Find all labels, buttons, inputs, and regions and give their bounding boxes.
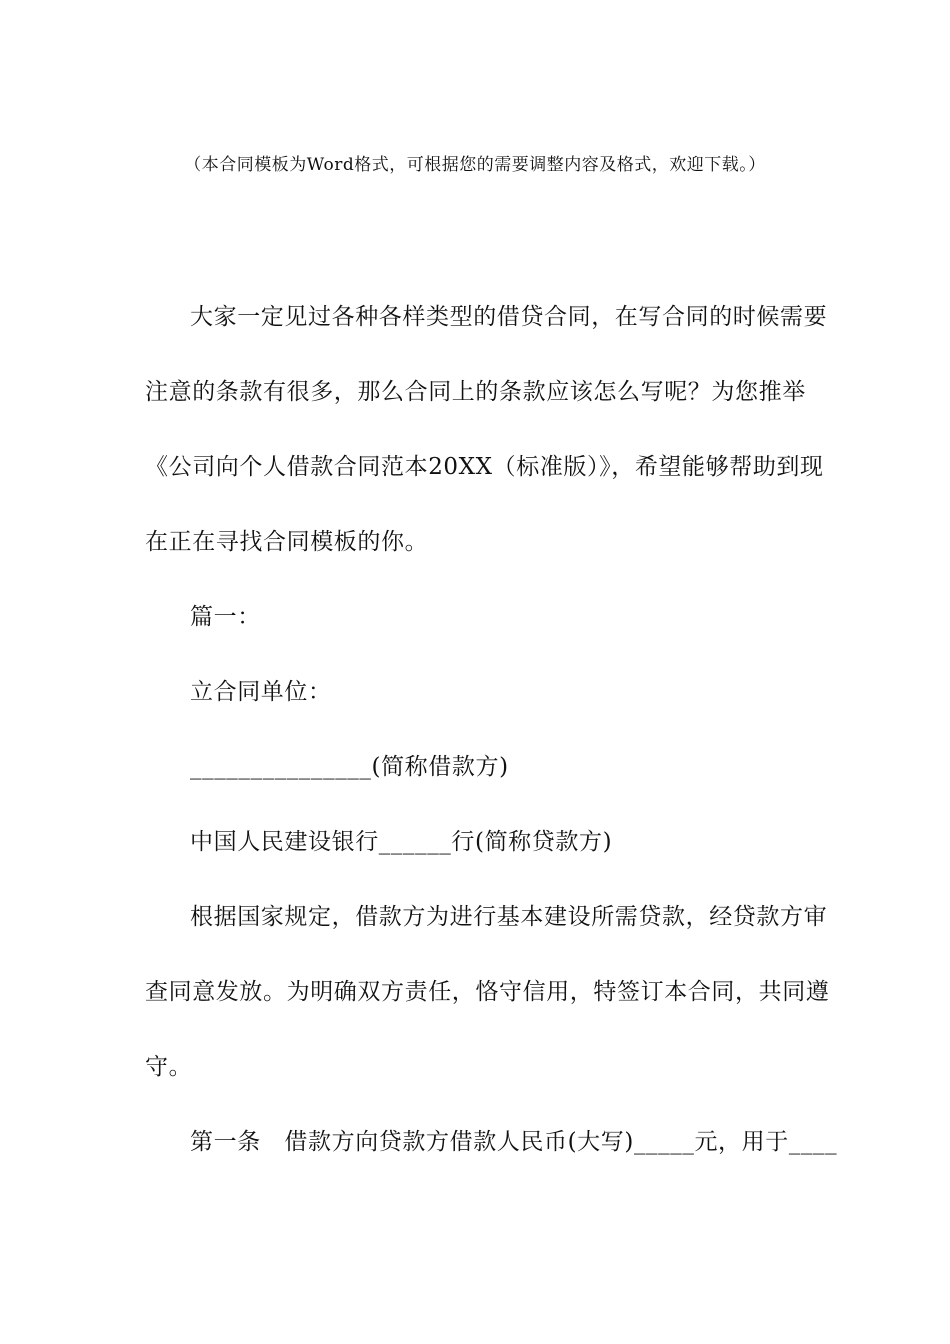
- intro-line-2: 注意的条款有很多，那么合同上的条款应该怎么写呢？为您推举: [145, 379, 806, 405]
- template-note: （本合同模板为Word格式，可根据您的需要调整内容及格式，欢迎下载。）: [184, 155, 766, 175]
- basis-line-2: 查同意发放。为明确双方责任，恪守信用，特签订本合同，共同遵: [145, 979, 830, 1005]
- article-one: 第一条 借款方向贷款方借款人民币(大写)_____元，用于____: [190, 1129, 838, 1155]
- borrower-line: _______________(简称借款方): [190, 754, 509, 780]
- section-title: 篇一：: [190, 604, 261, 630]
- intro-line-3: 《公司向个人借款合同范本20XX（标准版）》，希望能够帮助到现: [145, 454, 824, 480]
- basis-line-1: 根据国家规定，借款方为进行基本建设所需贷款，经贷款方审: [190, 904, 828, 930]
- party-heading: 立合同单位：: [190, 679, 332, 705]
- lender-line: 中国人民建设银行______行(简称贷款方): [190, 829, 613, 855]
- basis-line-3: 守。: [145, 1054, 193, 1080]
- intro-line-4: 在正在寻找合同模板的你。: [145, 529, 429, 555]
- intro-line-1: 大家一定见过各种各样类型的借贷合同，在写合同的时候需要: [190, 304, 828, 330]
